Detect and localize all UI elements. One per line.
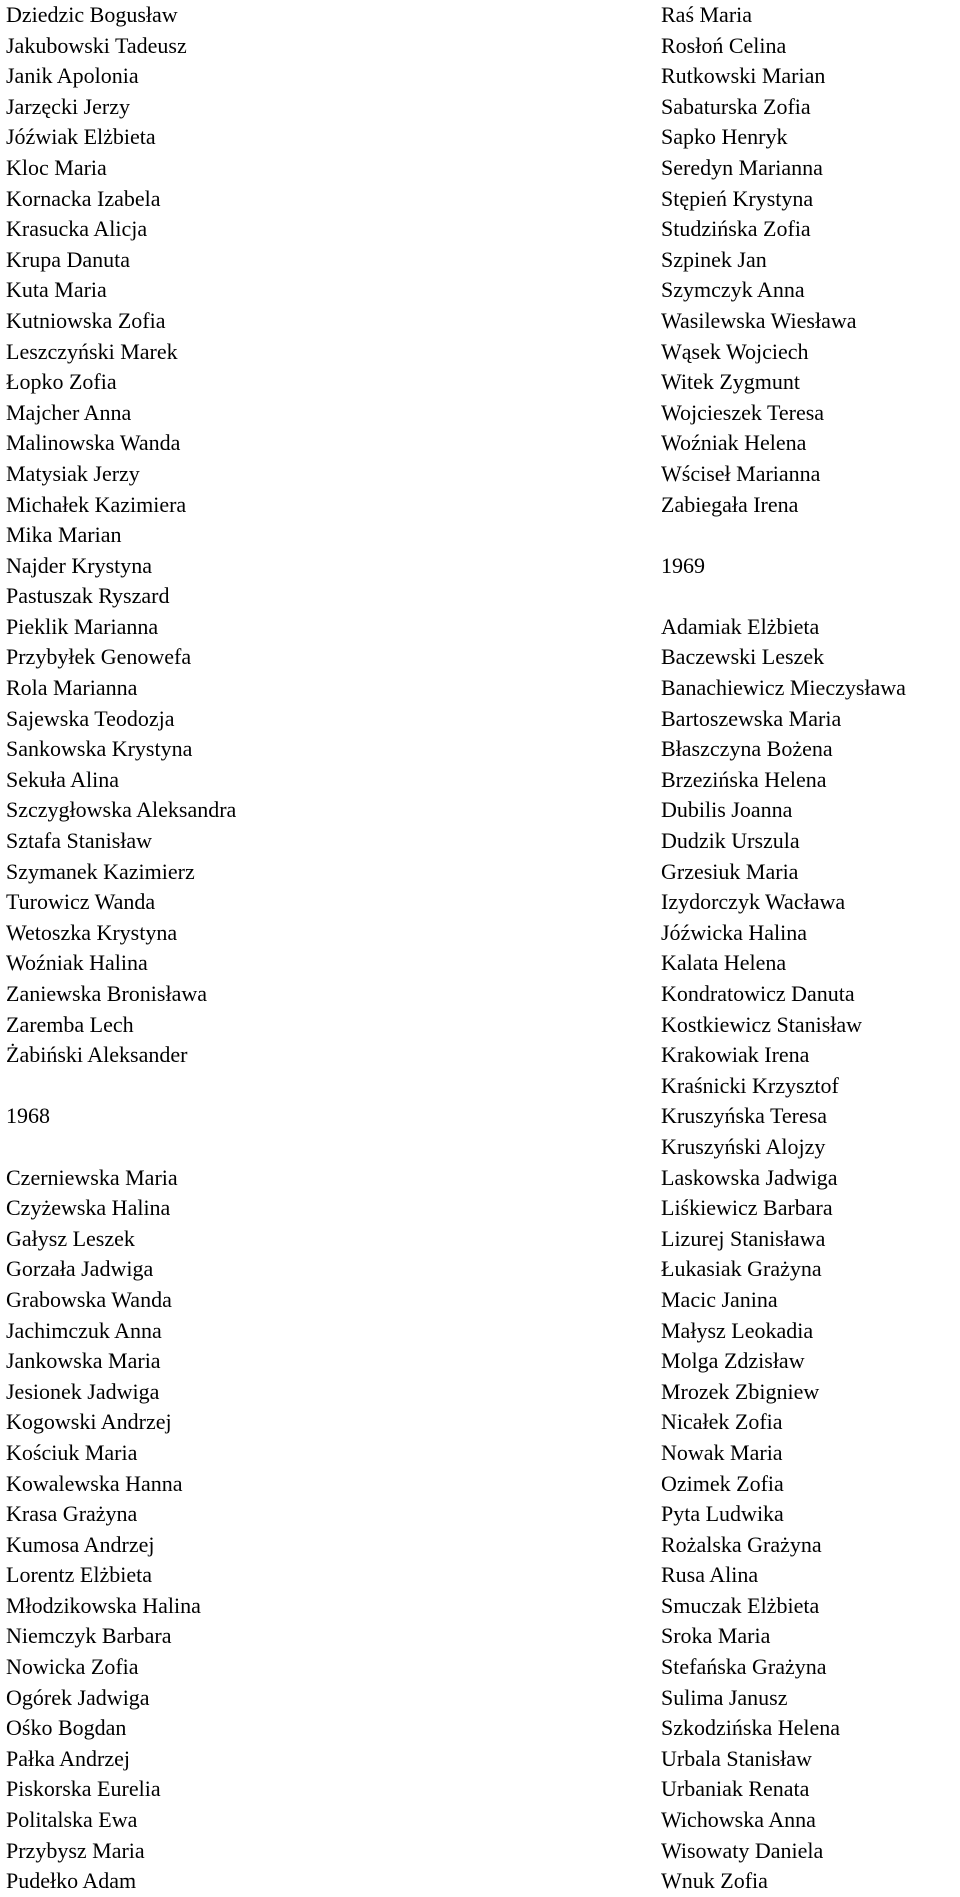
list-item: Szczygłowska Aleksandra [6, 797, 237, 823]
list-item: Stefańska Grażyna [661, 1654, 827, 1680]
list-item: Wetoszka Krystyna [6, 919, 178, 945]
list-item: Rożalska Grażyna [661, 1531, 822, 1557]
list-item: Kloc Maria [6, 154, 107, 180]
list-item: Jóźwicka Halina [661, 919, 807, 945]
list-item: Macic Janina [661, 1286, 778, 1312]
list-item: Przybysz Maria [6, 1837, 145, 1863]
list-item: Lizurej Stanisława [661, 1225, 826, 1251]
list-item: Urbaniak Renata [661, 1776, 810, 1802]
name-list-left-top [6, 0, 236, 1071]
list-item: Wasilewska Wiesława [661, 307, 857, 333]
list-item: Kutniowska Zofia [6, 307, 166, 333]
list-item: Kogowski Andrzej [6, 1409, 172, 1435]
list-item: Mika Marian [6, 522, 122, 548]
list-item: Jakubowski Tadeusz [6, 32, 187, 58]
list-item: Wichowska Anna [661, 1807, 816, 1833]
list-item: Pastuszak Ryszard [6, 583, 170, 609]
list-item: Leszczyński Marek [6, 338, 178, 364]
list-item: Kondratowicz Danuta [661, 981, 855, 1006]
left-column [6, 0, 236, 1897]
list-item: Łukasiak Grażyna [661, 1256, 822, 1282]
list-item: Czyżewska Halina [6, 1195, 171, 1221]
list-item: Szpinek Jan [661, 246, 767, 272]
list-item: Nicałek Zofia [661, 1409, 783, 1435]
list-item: Gorzała Jadwiga [6, 1256, 154, 1282]
list-item: Nowak Maria [661, 1439, 783, 1465]
list-item: Kraśnicki Krzysztof [661, 1072, 839, 1098]
list-item: Błaszczyna Bożena [661, 736, 833, 762]
list-item: Banachiewicz Mieczysława [661, 675, 906, 701]
list-item: Ogórek Jadwiga [6, 1684, 150, 1710]
list-item: Sajewska Teodozja [6, 705, 175, 731]
list-item: Kuta Maria [6, 277, 107, 303]
list-item: Dubilis Joanna [661, 797, 793, 823]
list-item: Sulima Janusz [661, 1684, 788, 1710]
list-item: Krakowiak Irena [661, 1042, 810, 1068]
name-list-right-top [661, 0, 906, 520]
list-item: Wściseł Marianna [661, 460, 821, 486]
list-item: Piskorska Eurelia [6, 1776, 161, 1802]
list-item: Mrozek Zbigniew [661, 1378, 820, 1404]
name-list-right-bottom [661, 612, 906, 1897]
list-item: Smuczak Elżbieta [661, 1592, 820, 1618]
list-item: Sroka Maria [661, 1623, 771, 1649]
list-item: Łopko Zofia [6, 369, 117, 395]
list-item: Rusa Alina [661, 1562, 759, 1588]
list-item: Szymczyk Anna [661, 277, 805, 303]
list-item: Kalata Helena [661, 950, 787, 976]
list-item: Jóźwiak Elżbieta [6, 124, 156, 150]
list-item: Bartoszewska Maria [661, 705, 842, 731]
list-item: Krasa Grażyna [6, 1501, 138, 1527]
list-item: Zabiegała Irena [661, 491, 799, 517]
list-item: Malinowska Wanda [6, 430, 181, 456]
list-item: Rosłoń Celina [661, 32, 787, 58]
spacer [6, 1071, 236, 1102]
list-item: Krasucka Alicja [6, 216, 148, 242]
list-item: Rutkowski Marian [661, 63, 826, 89]
list-item: Ozimek Zofia [661, 1470, 784, 1496]
list-item: Raś Maria [661, 2, 753, 27]
list-item: Kowalewska Hanna [6, 1470, 183, 1496]
spacer [6, 1132, 236, 1163]
list-item: Seredyn Marianna [661, 154, 823, 180]
list-item: Pałka Andrzej [6, 1745, 131, 1771]
list-item: Krupa Danuta [6, 246, 131, 272]
list-item: Kostkiewicz Stanisław [661, 1011, 863, 1037]
spacer [661, 581, 906, 612]
list-item: Jarzęcki Jerzy [6, 93, 130, 119]
list-item: Lorentz Elżbieta [6, 1562, 152, 1588]
year-heading-1968: 1968 [6, 1103, 50, 1129]
list-item: Rola Marianna [6, 675, 138, 701]
list-item: Jesionek Jadwiga [6, 1378, 160, 1404]
list-item: Brzezińska Helena [661, 766, 827, 792]
right-column [661, 0, 906, 1897]
list-item: Wnuk Zofia [661, 1868, 768, 1894]
list-item: Grzesiuk Maria [661, 858, 799, 884]
list-item: Kornacka Izabela [6, 185, 161, 211]
list-item: Turowicz Wanda [6, 889, 156, 915]
list-item: Janik Apolonia [6, 63, 139, 89]
list-item: Liśkiewicz Barbara [661, 1195, 833, 1221]
list-item: Grabowska Wanda [6, 1286, 172, 1312]
list-item: Urbala Stanisław [661, 1745, 812, 1771]
list-item: Sabaturska Zofia [661, 93, 811, 119]
list-item: Przybyłek Genowefa [6, 644, 192, 670]
list-item: Młodzikowska Halina [6, 1592, 201, 1618]
list-item: Szymanek Kazimierz [6, 858, 195, 884]
list-item: Stępień Krystyna [661, 185, 814, 211]
list-item: Ośko Bogdan [6, 1715, 127, 1741]
list-item: Sapko Henryk [661, 124, 788, 150]
list-item: Małysz Leokadia [661, 1317, 814, 1343]
list-item: Baczewski Leszek [661, 644, 825, 670]
list-item: Michałek Kazimiera [6, 491, 187, 517]
year-heading-1969: 1969 [661, 552, 705, 578]
list-item: Gałysz Leszek [6, 1225, 135, 1251]
list-item: Kruszyński Alojzy [661, 1133, 826, 1159]
list-item: Studzińska Zofia [661, 216, 811, 242]
list-item: Izydorczyk Wacława [661, 889, 846, 915]
list-item: Wisowaty Daniela [661, 1837, 824, 1863]
list-item: Laskowska Jadwiga [661, 1164, 838, 1190]
list-item: Sankowska Krystyna [6, 736, 193, 762]
list-item: Molga Zdzisław [661, 1348, 805, 1374]
list-item: Sekuła Alina [6, 766, 120, 792]
list-item: Szkodzińska Helena [661, 1715, 840, 1741]
list-item: Pyta Ludwika [661, 1501, 784, 1527]
list-item: Nowicka Zofia [6, 1654, 139, 1680]
list-item: Pieklik Marianna [6, 613, 159, 639]
list-item: Zaremba Lech [6, 1011, 134, 1037]
list-item: Sztafa Stanisław [6, 828, 153, 854]
list-item: Woźniak Halina [6, 950, 148, 976]
list-item: Pudełko Adam [6, 1868, 137, 1894]
list-item: Kościuk Maria [6, 1439, 138, 1465]
list-item: Kumosa Andrzej [6, 1531, 155, 1557]
list-item: Matysiak Jerzy [6, 460, 140, 486]
list-item: Wąsek Wojciech [661, 338, 809, 364]
list-item: Majcher Anna [6, 399, 132, 425]
list-item: Politalska Ewa [6, 1807, 138, 1833]
list-item: Najder Krystyna [6, 552, 153, 578]
list-item: Dziedzic Bogusław [6, 2, 178, 27]
list-item: Zaniewska Bronisława [6, 981, 207, 1006]
list-item: Adamiak Elżbieta [661, 613, 820, 639]
list-item: Witek Zygmunt [661, 369, 801, 395]
name-list-left-bottom [6, 1163, 236, 1897]
list-item: Żabiński Aleksander [6, 1042, 188, 1068]
list-item: Niemczyk Barbara [6, 1623, 172, 1649]
list-item: Woźniak Helena [661, 430, 807, 456]
list-item: Kruszyńska Teresa [661, 1103, 828, 1129]
list-item: Wojcieszek Teresa [661, 399, 825, 425]
spacer [661, 520, 906, 551]
list-item: Jankowska Maria [6, 1348, 161, 1374]
list-item: Czerniewska Maria [6, 1164, 178, 1190]
list-item: Dudzik Urszula [661, 828, 800, 854]
list-item: Jachimczuk Anna [6, 1317, 162, 1343]
